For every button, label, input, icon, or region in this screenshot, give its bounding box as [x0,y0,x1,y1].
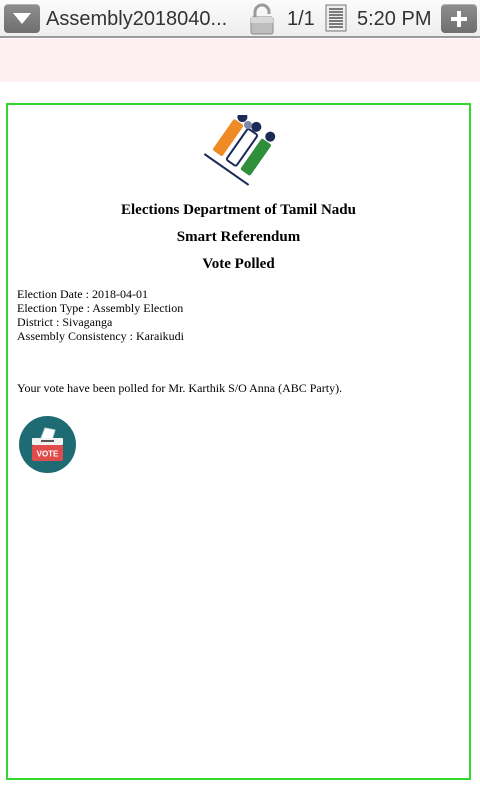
document-icon[interactable] [325,4,347,32]
subtitle-heading: Smart Referendum [176,229,301,245]
organization-heading: Elections Department of Tamil Nadu [120,202,356,218]
pink-banner [0,39,480,82]
vote-confirmation-message: Your vote have been polled for Mr. Karthik S/O Anna (ABC Party). [17,381,343,395]
plus-icon [450,10,468,28]
page-indicator: 1/1 [287,8,315,30]
election-type: Election Type : Assembly Election [17,301,184,315]
district: District : Sivaganga [17,315,113,329]
chevron-down-icon [12,12,32,25]
add-button[interactable] [441,4,477,33]
assembly-constituency: Assembly Consistency : Karaikudi [17,329,184,343]
ballot-box-icon [19,416,76,473]
status-heading: Vote Polled [202,256,275,272]
election-details [17,287,457,343]
document-page [6,103,471,780]
election-commission-logo [203,115,279,193]
document-title: Assembly2018040... [46,8,228,30]
ballot-box-label: VOTE [36,449,59,459]
clock: 5:20 PM [357,8,432,30]
unlocked-padlock-icon[interactable] [248,3,276,35]
menu-dropdown-button[interactable] [4,4,40,33]
top-toolbar [0,0,480,38]
election-date: Election Date : 2018-04-01 [17,287,148,301]
